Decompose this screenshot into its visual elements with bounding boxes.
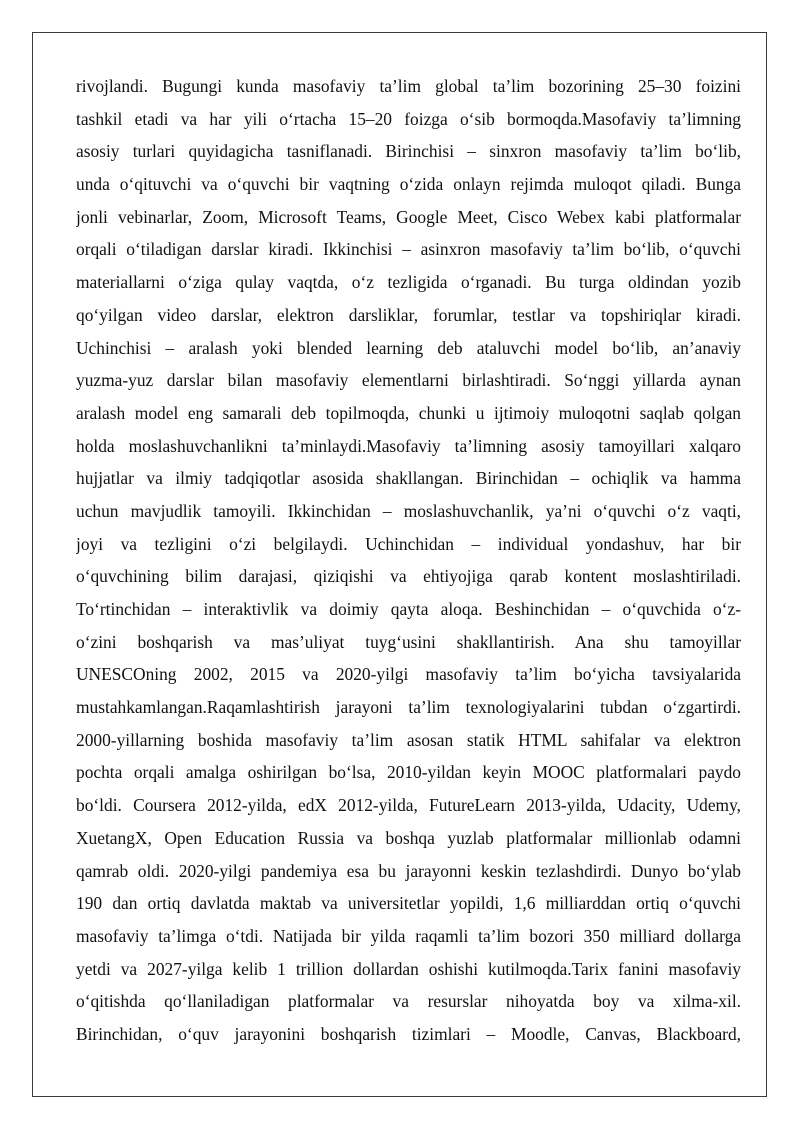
text-line: Birinchidan, o‘quv jarayonini boshqarish tizimlari – Moodle, Canvas, Blackboard, [76, 1023, 741, 1044]
text-line: pochta orqali amalga oshirilgan bo‘lsa, 2010-yildan keyin MOOC platformalari paydo [76, 762, 741, 783]
text-line: jonli vebinarlar, Zoom, Microsoft Teams, Google Meet, Cisco Webex kabi platformalar [76, 206, 741, 227]
text-line: hujjatlar va ilmiy tadqiqotlar asosida shakllangan. Birinchidan – ochiqlik va hamma [76, 468, 741, 489]
text-line: uchun mavjudlik tamoyili. Ikkinchidan – moslashuvchanlik, ya’ni o‘quvchi o‘z vaqti, [76, 500, 741, 521]
text-line: masofaviy ta’limga o‘tdi. Natijada bir yilda raqamli ta’lim bozori 350 milliard dollarga [76, 925, 741, 946]
text-line: qo‘yilgan video darslar, elektron darsliklar, forumlar, testlar va topshiriqlar kiradi. [76, 304, 741, 325]
text-line: Uchinchisi – aralash yoki blended learning deb ataluvchi model bo‘lib, an’anaviy [76, 337, 741, 358]
text-line: o‘zini boshqarish va mas’uliyat tuyg‘usini shakllantirish. Ana shu tamoyillar [76, 631, 741, 652]
text-line: UNESCOning 2002, 2015 va 2020-yilgi masofaviy ta’lim bo‘yicha tavsiyalarida [76, 664, 741, 685]
text-line: 2000-yillarning boshida masofaviy ta’lim asosan statik HTML sahifalar va elektron [76, 729, 741, 750]
text-line: asosiy turlari quyidagicha tasniflanadi. Birinchisi – sinxron masofaviy ta’lim bo‘lib, [76, 141, 741, 162]
body-paragraph [76, 70, 741, 1051]
text-line: yuzma-yuz darslar bilan masofaviy elementlarni birlashtiradi. So‘nggi yillarda aynan [76, 370, 741, 391]
text-line: rivojlandi. Bugungi kunda masofaviy ta’lim global ta’lim bozorining 25–30 foizini [76, 76, 741, 96]
text-line: holda moslashuvchanlikni ta’minlaydi.Masofaviy ta’limning asosiy tamoyillari xalqaro [76, 435, 741, 456]
text-line: tashkil etadi va har yili o‘rtacha 15–20 foizga o‘sib bormoqda.Masofaviy ta’limning [76, 108, 741, 129]
text-line: yetdi va 2027-yilga kelib 1 trillion dollardan oshishi kutilmoqda.Tarix fanini masofaviy [76, 958, 741, 979]
text-line: aralash model eng samarali deb topilmoqda, chunki u ijtimoiy muloqotni saqlab qolgan [76, 402, 741, 423]
text-line: materiallarni o‘ziga qulay vaqtda, o‘z tezligida o‘rganadi. Bu turga oldindan yozib [76, 272, 741, 293]
text-line: To‘rtinchidan – interaktivlik va doimiy qayta aloqa. Beshinchidan – o‘quvchida o‘z- [76, 599, 741, 619]
text-line: qamrab oldi. 2020-yilgi pandemiya esa bu jarayonni keskin tezlashdirdi. Dunyo bo‘ylab [76, 860, 741, 881]
text-line: XuetangX, Open Education Russia va boshqa yuzlab platformalar millionlab odamni [76, 827, 741, 848]
text-line: o‘qitishda qo‘llaniladigan platformalar va resurslar nihoyatda boy va xilma-xil. [76, 991, 741, 1012]
text-line: unda o‘qituvchi va o‘quvchi bir vaqtning o‘zida onlayn rejimda muloqot qiladi. Bunga [76, 174, 741, 195]
text-line: bo‘ldi. Coursera 2012-yilda, edX 2012-yilda, FutureLearn 2013-yilda, Udacity, Udemy, [76, 795, 741, 816]
text-line: joyi va tezligini o‘zi belgilaydi. Uchinchidan – individual yondashuv, har bir [76, 533, 741, 554]
text-line: orqali o‘tiladigan darslar kiradi. Ikkinchisi – asinxron masofaviy ta’lim bo‘lib, o‘quvchi [76, 239, 741, 260]
text-line: o‘quvchining bilim darajasi, qiziqishi va ehtiyojiga qarab kontent moslashtiriladi. [76, 566, 741, 587]
text-line: 190 dan ortiq davlatda maktab va universitetlar yopildi, 1,6 milliarddan ortiq o‘quvchi [76, 893, 741, 914]
text-line: mustahkamlangan.Raqamlashtirish jarayoni ta’lim texnologiyalarini tubdan o‘zgartirdi. [76, 697, 741, 718]
